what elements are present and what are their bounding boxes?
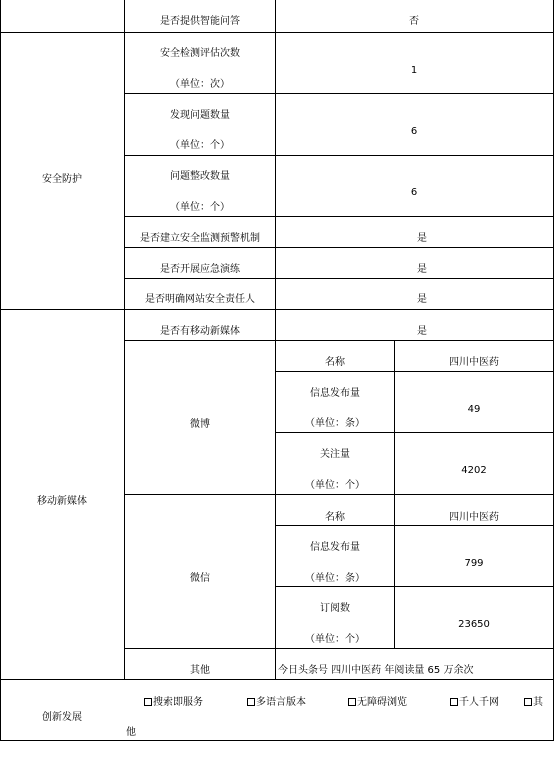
wechat-subscribers-label: 订阅数 — [320, 603, 350, 614]
eval-count-unit: （单位：次） — [170, 79, 230, 90]
weibo-posts-unit: （单位：条） — [305, 418, 365, 429]
checkbox-icon — [144, 698, 152, 706]
innovation-section-label: 创新发展 — [42, 712, 82, 723]
responsible-person-label: 是否明确网站安全责任人 — [145, 294, 255, 305]
emergency-drill-value: 是 — [417, 264, 427, 275]
weibo-posts-value: 49 — [467, 404, 481, 415]
mobile-section-label: 移动新媒体 — [37, 496, 87, 507]
wechat-posts-label: 信息发布量 — [310, 542, 360, 553]
smart-qa-value: 否 — [409, 16, 419, 27]
eval-count-label: 安全检测评估次数 — [160, 48, 240, 59]
weibo-name-value: 四川中医药 — [449, 357, 499, 368]
wechat-name-header: 名称 — [325, 512, 345, 523]
weibo-posts-label: 信息发布量 — [310, 388, 360, 399]
issues-found-value: 6 — [410, 126, 418, 137]
checkbox-icon — [450, 698, 458, 706]
responsible-person-value: 是 — [417, 294, 427, 305]
wechat-label: 微信 — [190, 573, 210, 584]
weibo-followers-value: 4202 — [461, 465, 487, 476]
weibo-followers-label: 关注量 — [320, 449, 350, 460]
security-section-label: 安全防护 — [42, 174, 82, 185]
issues-found-label: 发现问题数量 — [170, 110, 230, 121]
checkbox-icon — [247, 698, 255, 706]
warning-mechanism-value: 是 — [417, 233, 427, 244]
wechat-posts-value: 799 — [464, 558, 484, 569]
option-multilingual[interactable]: 多语言版本 — [247, 697, 306, 709]
issues-fixed-unit: （单位：个） — [170, 202, 230, 213]
option-other-wrap: 他 — [126, 727, 136, 738]
weibo-followers-unit: （单位：个） — [305, 480, 365, 491]
checkbox-icon — [524, 698, 532, 706]
option-personalized[interactable]: 千人千网 — [450, 697, 499, 709]
emergency-drill-label: 是否开展应急演练 — [160, 264, 240, 275]
wechat-name-value: 四川中医药 — [449, 512, 499, 523]
issues-found-unit: （单位：个） — [170, 140, 230, 151]
checkbox-icon — [348, 698, 356, 706]
smart-qa-label: 是否提供智能问答 — [160, 16, 240, 27]
weibo-label: 微博 — [190, 419, 210, 430]
has-mobile-label: 是否有移动新媒体 — [160, 326, 240, 337]
option-accessibility[interactable]: 无障碍浏览 — [348, 697, 407, 709]
option-search-service[interactable]: 搜索即服务 — [144, 697, 203, 709]
issues-fixed-value: 6 — [410, 187, 418, 198]
wechat-subscribers-value: 23650 — [458, 619, 490, 630]
eval-count-value: 1 — [410, 65, 418, 76]
wechat-posts-unit: （单位：条） — [305, 573, 365, 584]
issues-fixed-label: 问题整改数量 — [170, 171, 230, 182]
has-mobile-value: 是 — [417, 326, 427, 337]
warning-mechanism-label: 是否建立安全监测预警机制 — [140, 233, 260, 244]
other-media-label: 其他 — [190, 665, 210, 676]
wechat-subscribers-unit: （单位：个） — [305, 634, 365, 645]
option-other[interactable]: 其 — [524, 697, 543, 709]
weibo-name-header: 名称 — [325, 357, 345, 368]
other-media-value: 今日头条号 四川中医药 年阅读量 65 万余次 — [278, 665, 474, 676]
